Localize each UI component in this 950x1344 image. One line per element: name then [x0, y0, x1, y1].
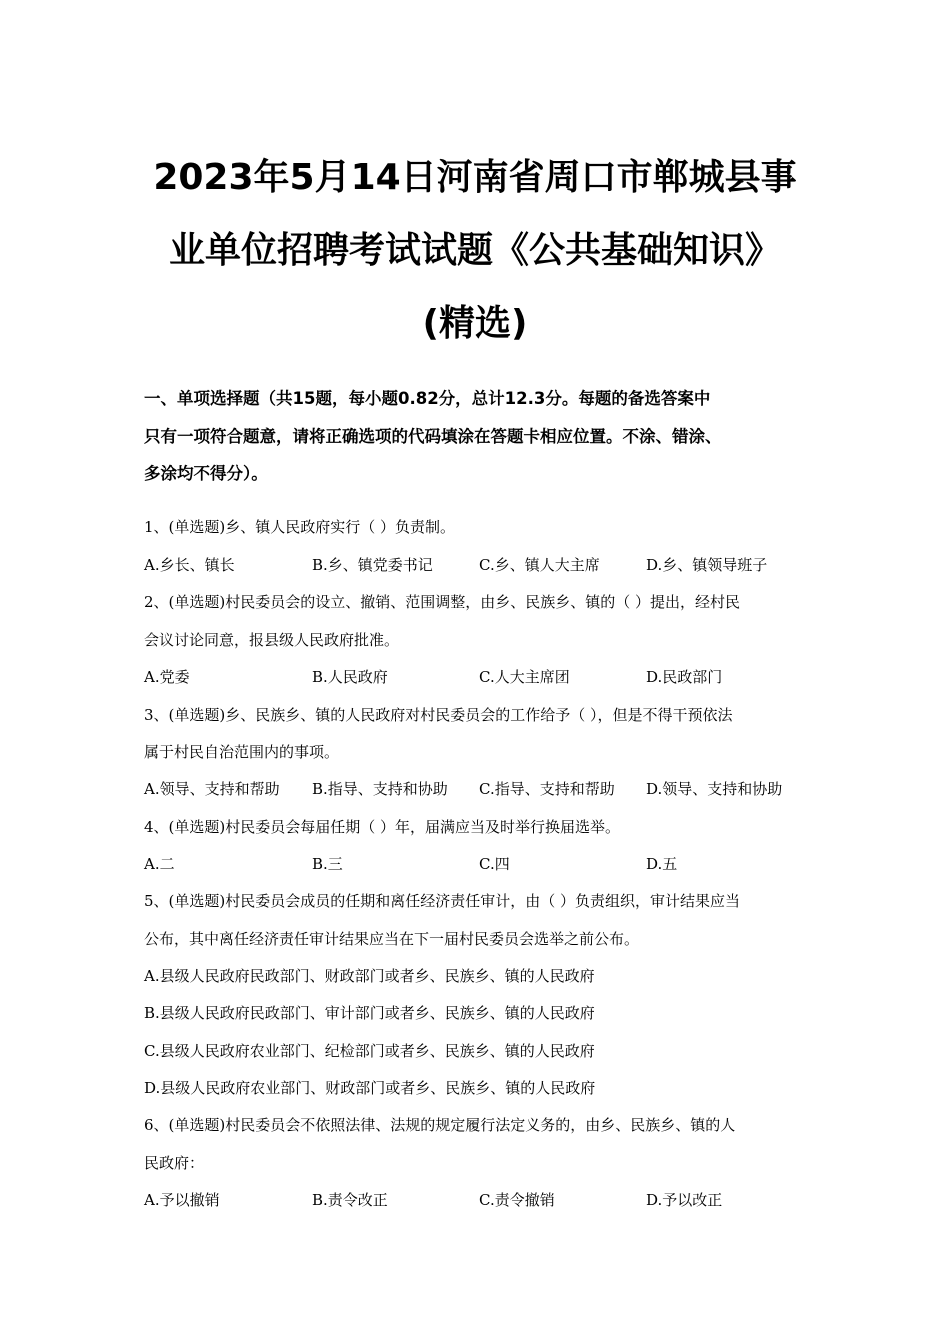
- question-4-option-b: B.三: [312, 855, 343, 873]
- question-5-option-c: C.县级人民政府农业部门、纪检部门或者乡、民族乡、镇的人民政府: [144, 1042, 595, 1060]
- question-1-option-a: A.乡长、镇长: [144, 556, 235, 574]
- question-4-option-d: D.五: [646, 855, 678, 873]
- question-6-option-c: C.责令撤销: [479, 1191, 555, 1209]
- question-3-text-line-2: 属于村民自治范围内的事项。: [144, 743, 340, 761]
- question-2-text-line-1: 2、(单选题)村民委员会的设立、撤销、范围调整，由乡、民族乡、镇的（ ）提出，经村民: [144, 593, 741, 611]
- section-heading-line-1: 一、单项选择题（共15题，每小题0.82分，总计12.3分。每题的备选答案中: [144, 389, 711, 408]
- question-3-text-line-1: 3、(单选题)乡、民族乡、镇的人民政府对村民委员会的工作给予（ ），但是不得干预依法: [144, 706, 733, 724]
- question-4-option-a: A.二: [144, 855, 175, 873]
- question-1-option-d: D.乡、镇领导班子: [646, 556, 768, 574]
- question-3-option-a: A.领导、支持和帮助: [144, 780, 280, 798]
- question-3-option-c: C.指导、支持和帮助: [479, 780, 615, 798]
- question-4-text: 4、(单选题)村民委员会每届任期（ ）年，届满应当及时举行换届选举。: [144, 818, 621, 836]
- question-5-option-d: D.县级人民政府农业部门、财政部门或者乡、民族乡、镇的人民政府: [144, 1079, 596, 1097]
- question-6-option-b: B.责令改正: [312, 1191, 388, 1209]
- question-5-text-line-1: 5、(单选题)村民委员会成员的任期和离任经济责任审计，由（ ）负责组织，审计结果应当: [144, 892, 741, 910]
- document-title-line-3: (精选): [422, 303, 528, 344]
- question-6-text-line-2: 民政府：: [144, 1154, 205, 1172]
- question-6-option-d: D.予以改正: [646, 1191, 723, 1209]
- section-heading-line-3: 多涂均不得分）。: [144, 464, 268, 483]
- question-5-text-line-2: 公布，其中离任经济责任审计结果应当在下一届村民委员会选举之前公布。: [144, 930, 640, 948]
- question-6-text-line-1: 6、(单选题)村民委员会不依照法律、法规的规定履行法定义务的，由乡、民族乡、镇的人: [144, 1116, 736, 1134]
- question-1-text: 1、(单选题)乡、镇人民政府实行（ ）负责制。: [144, 518, 456, 536]
- question-2-option-d: D.民政部门: [646, 668, 723, 686]
- question-6-option-a: A.予以撤销: [144, 1191, 220, 1209]
- question-1-option-b: B.乡、镇党委书记: [312, 556, 433, 574]
- document-title-line-1: 2023年5月14日河南省周口市郸城县事: [153, 157, 797, 198]
- question-3-option-d: D.领导、支持和协助: [646, 780, 783, 798]
- question-4-option-c: C.四: [479, 855, 510, 873]
- question-2-option-b: B.人民政府: [312, 668, 388, 686]
- question-2-text-line-2: 会议讨论同意，报县级人民政府批准。: [144, 631, 400, 649]
- question-2-option-c: C.人大主席团: [479, 668, 570, 686]
- question-5-option-b: B.县级人民政府民政部门、审计部门或者乡、民族乡、镇的人民政府: [144, 1004, 595, 1022]
- question-2-option-a: A.党委: [144, 668, 190, 686]
- question-5-option-a: A.县级人民政府民政部门、财政部门或者乡、民族乡、镇的人民政府: [144, 967, 595, 985]
- question-1-option-c: C.乡、镇人大主席: [479, 556, 600, 574]
- document-title-line-2: 业单位招聘考试试题《公共基础知识》: [168, 230, 781, 271]
- section-heading-line-2: 只有一项符合题意，请将正确选项的代码填涂在答题卡相应位置。不涂、错涂、: [144, 427, 722, 446]
- question-3-option-b: B.指导、支持和协助: [312, 780, 448, 798]
